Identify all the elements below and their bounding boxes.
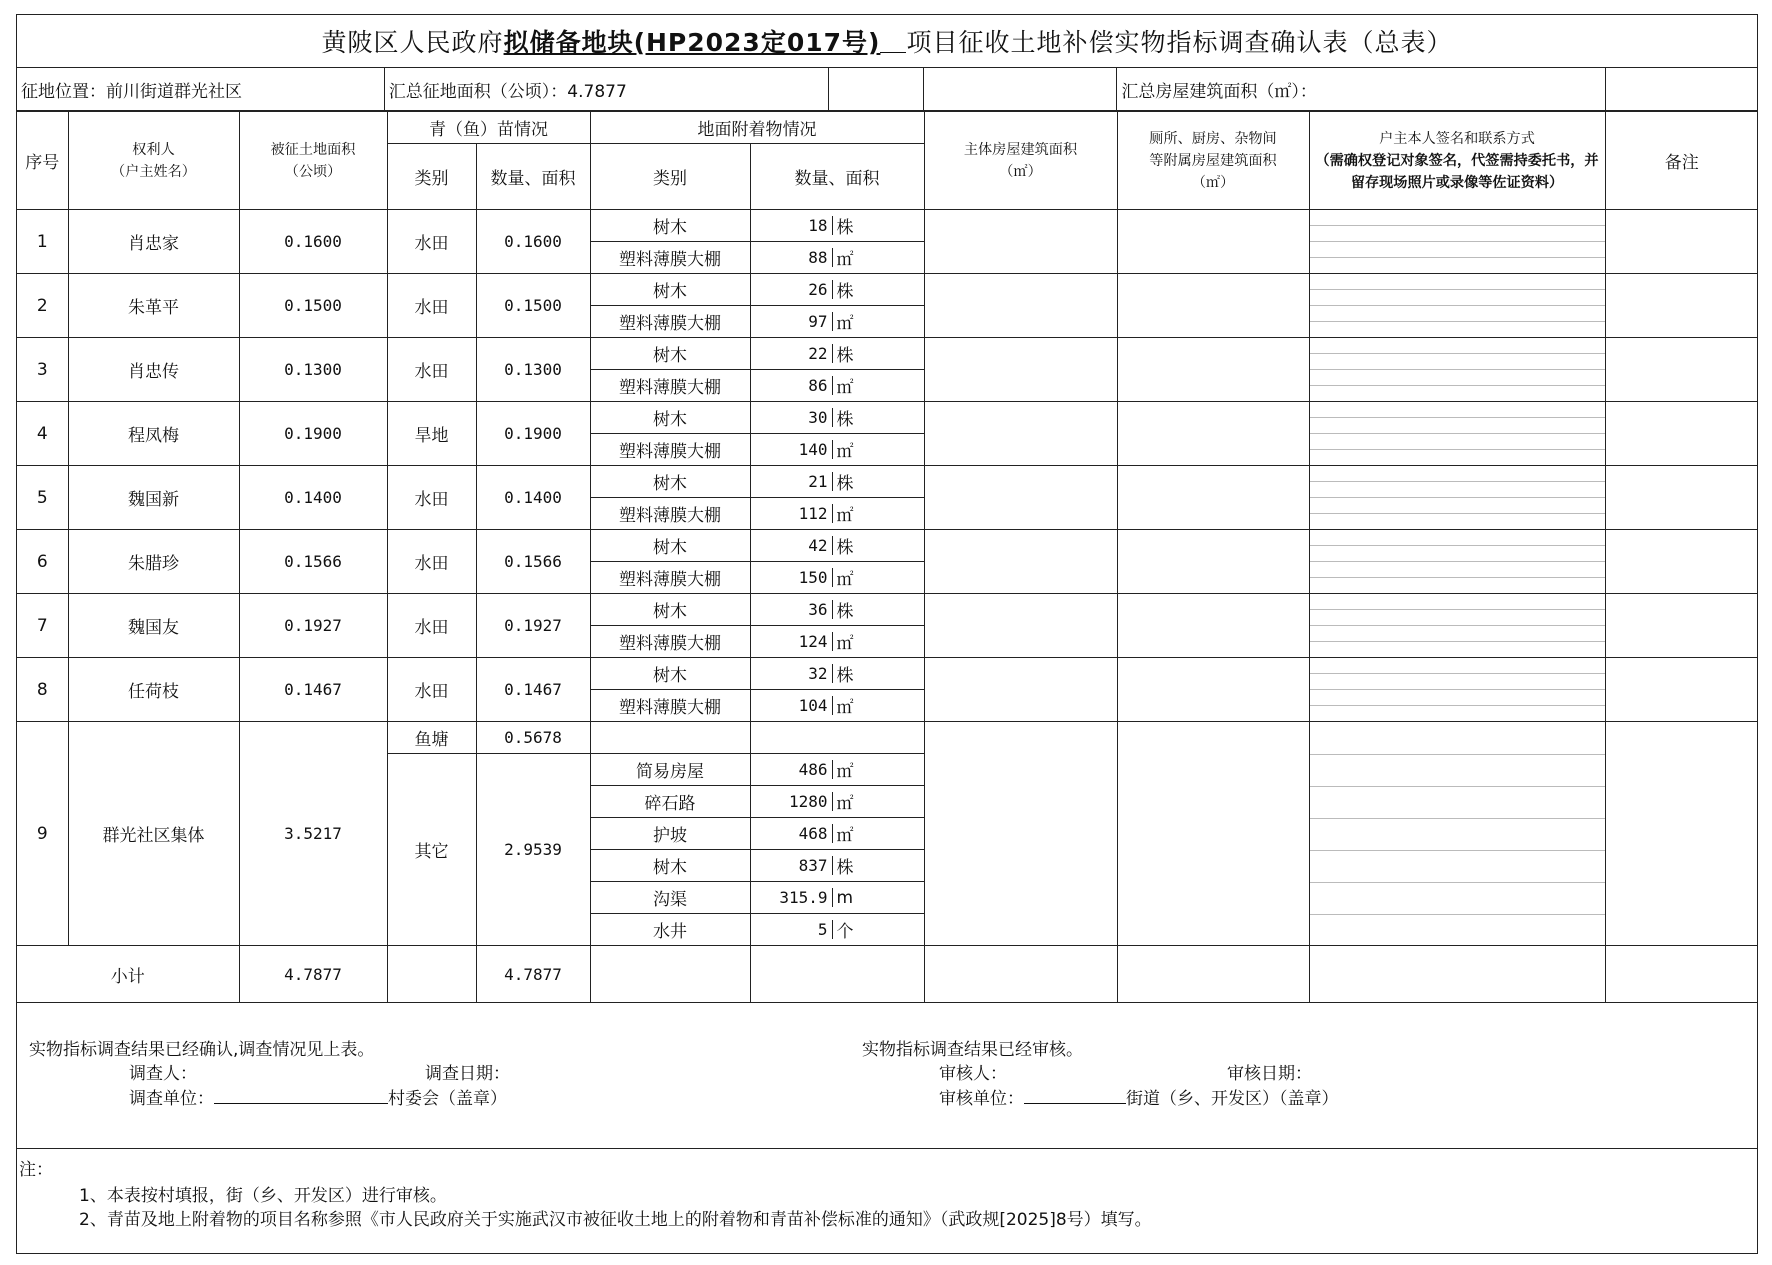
- attach-qty-empty: [750, 722, 924, 754]
- subtotal-land-area: 4.7877: [239, 946, 387, 1003]
- qty-unit: 株: [836, 602, 854, 622]
- row-land-area: 0.1900: [239, 402, 387, 466]
- review-unit-blank: [1024, 1087, 1126, 1104]
- row-seq: 6: [17, 530, 68, 594]
- attach-qty: [750, 466, 924, 498]
- other-type: 其它: [387, 754, 476, 946]
- header-signature-line1: 户主本人签名和联系方式: [1379, 130, 1535, 147]
- row-land-area: 0.1600: [239, 210, 387, 274]
- row-crop-type: 水田: [387, 210, 476, 274]
- qty-value: 468: [751, 824, 833, 843]
- review-date-label: 审核日期：: [1227, 1064, 1312, 1084]
- qty-value: 112: [751, 504, 833, 523]
- qty-unit: ㎡: [836, 698, 854, 718]
- qty-value: 140: [751, 440, 833, 459]
- title-suffix: 项目征收土地补偿实物指标调查确认表（总表）: [906, 28, 1453, 57]
- attach-type: 沟渠: [590, 882, 750, 914]
- row-crop-qty: 0.1500: [476, 274, 590, 338]
- signature-cell[interactable]: [1309, 722, 1605, 946]
- attach-type: 树木: [590, 466, 750, 498]
- qty-unit: ㎡: [836, 378, 854, 398]
- attach-qty: [750, 210, 924, 242]
- qty-unit: ㎡: [836, 250, 854, 270]
- attach-qty: [750, 690, 924, 722]
- main-house-cell: [924, 530, 1117, 594]
- row-owner-name: 魏国友: [68, 594, 239, 658]
- signature-cell[interactable]: [1309, 658, 1605, 722]
- note-2: 2、青苗及地上附着物的项目名称参照《市人民政府关于实施武汉市被征收土地上的附着物和青苗补偿标准的通知》（武政规[2025]8号）填写。: [79, 1210, 1152, 1230]
- aux-house-cell: [1117, 402, 1309, 466]
- notes-section: [17, 1149, 1757, 1249]
- row-seq: 2: [17, 274, 68, 338]
- header-aux-house: [1117, 112, 1309, 210]
- row-crop-qty: 0.1467: [476, 658, 590, 722]
- review-unit-label: 审核单位：: [939, 1089, 1024, 1109]
- signature-cell[interactable]: [1309, 338, 1605, 402]
- header-crop-type: 类别: [387, 144, 476, 210]
- row-land-area: 0.1927: [239, 594, 387, 658]
- qty-value: 86: [751, 376, 833, 395]
- subtotal-crop-qty: 4.7877: [476, 946, 590, 1003]
- main-house-cell: [924, 466, 1117, 530]
- qty-value: 1280: [751, 792, 833, 811]
- attach-type: 树木: [590, 658, 750, 690]
- attach-qty: [750, 242, 924, 274]
- attach-qty: [750, 402, 924, 434]
- header-owner-line2: （户主姓名）: [111, 163, 196, 180]
- table-row: [17, 530, 1758, 562]
- row-crop-qty: 0.1566: [476, 530, 590, 594]
- main-house-cell: [924, 594, 1117, 658]
- table-row: [17, 466, 1758, 498]
- signature-cell[interactable]: [1309, 402, 1605, 466]
- subtotal-label: 小计: [17, 946, 239, 1003]
- attach-qty: [750, 818, 924, 850]
- row-crop-type: 水田: [387, 594, 476, 658]
- other-qty: 2.9539: [476, 754, 590, 946]
- header-attach-qty: 数量、面积: [750, 144, 924, 210]
- remark-cell: [1605, 402, 1758, 466]
- qty-unit: 株: [836, 538, 854, 558]
- signature-cell[interactable]: [1309, 274, 1605, 338]
- qty-value: 486: [751, 760, 833, 779]
- row-crop-type: 水田: [387, 466, 476, 530]
- investigator-label: 调查人：: [129, 1064, 197, 1084]
- main-house-cell: [924, 338, 1117, 402]
- attach-qty: [750, 338, 924, 370]
- row-crop-qty: 0.1400: [476, 466, 590, 530]
- header-signature: [1309, 112, 1605, 210]
- document-title: [17, 15, 1757, 68]
- row-owner-name: 肖忠传: [68, 338, 239, 402]
- qty-unit: 株: [836, 218, 854, 238]
- row-land-area: 0.1500: [239, 274, 387, 338]
- row-owner-name: 朱革平: [68, 274, 239, 338]
- survey-unit-suffix: 村委会（盖章）: [388, 1089, 507, 1109]
- signature-cell[interactable]: [1309, 466, 1605, 530]
- table-row: [17, 402, 1758, 434]
- row-crop-qty: 0.1900: [476, 402, 590, 466]
- attach-type: 树木: [590, 530, 750, 562]
- subtotal-row: [17, 946, 1758, 1003]
- row-seq: 4: [17, 402, 68, 466]
- attach-type-empty: [590, 722, 750, 754]
- attach-type: 树木: [590, 402, 750, 434]
- subtotal-signature: [1309, 946, 1605, 1003]
- review-unit-suffix: 街道（乡、开发区）（盖章）: [1126, 1089, 1339, 1109]
- signature-cell[interactable]: [1309, 530, 1605, 594]
- qty-unit: 株: [836, 858, 854, 878]
- remark-cell: [1605, 338, 1758, 402]
- row-crop-qty: 0.1600: [476, 210, 590, 274]
- header-attach-type: 类别: [590, 144, 750, 210]
- row-seq: 7: [17, 594, 68, 658]
- info-row: [17, 68, 1757, 111]
- row-crop-qty: 0.1927: [476, 594, 590, 658]
- header-owner-line1: 权利人: [132, 141, 175, 158]
- row-crop-type: 水田: [387, 658, 476, 722]
- survey-table: [17, 111, 1758, 1003]
- subtotal-remark: [1605, 946, 1758, 1003]
- main-house-cell: [924, 274, 1117, 338]
- qty-unit: m: [836, 887, 854, 908]
- header-main-house: [924, 112, 1117, 210]
- main-house-cell: [924, 402, 1117, 466]
- subtotal-attach-qty: [750, 946, 924, 1003]
- header-land-area-line2: （公顷）: [284, 163, 342, 180]
- qty-value: 104: [751, 696, 833, 715]
- row-land-area: 0.1566: [239, 530, 387, 594]
- main-house-cell: [924, 210, 1117, 274]
- remark-cell: [1605, 274, 1758, 338]
- attach-qty: [750, 530, 924, 562]
- qty-value: 150: [751, 568, 833, 587]
- attach-type: 树木: [590, 210, 750, 242]
- subtotal-attach-type: [590, 946, 750, 1003]
- land-location: 征地位置：前川街道群光社区: [17, 68, 385, 110]
- qty-value: 315.9: [751, 888, 833, 907]
- qty-value: 36: [751, 600, 833, 619]
- table-row: [17, 274, 1758, 306]
- attach-qty: [750, 882, 924, 914]
- qty-value: 5: [751, 920, 833, 939]
- qty-unit: ㎡: [836, 314, 854, 334]
- title-prefix: 黄陂区人民政府: [321, 28, 504, 57]
- survey-unit-label: 调查单位：: [129, 1089, 214, 1109]
- survey-sheet: [16, 14, 1758, 1254]
- attach-qty: [750, 914, 924, 946]
- qty-value: 18: [751, 216, 833, 235]
- row-owner-name: 程凤梅: [68, 402, 239, 466]
- row-crop-type: 水田: [387, 338, 476, 402]
- row-land-area: 0.1400: [239, 466, 387, 530]
- aux-house-cell: [1117, 658, 1309, 722]
- signature-cell[interactable]: [1309, 594, 1605, 658]
- survey-unit-blank: [214, 1087, 388, 1104]
- header-aux-house-line2: 等附属房屋建筑面积: [1149, 152, 1277, 169]
- header-land-area: [239, 112, 387, 210]
- qty-unit: ㎡: [836, 570, 854, 590]
- header-main-house-line2: （㎡）: [999, 163, 1042, 180]
- qty-value: 837: [751, 856, 833, 875]
- aux-house-cell: [1117, 274, 1309, 338]
- aux-house-cell: [1117, 722, 1309, 946]
- qty-value: 42: [751, 536, 833, 555]
- info-blank-2: [924, 68, 1117, 110]
- attach-type: 树木: [590, 274, 750, 306]
- attach-type: 树木: [590, 594, 750, 626]
- total-house-area: 汇总房屋建筑面积（㎡）：: [1117, 68, 1606, 110]
- row-seq: 9: [17, 722, 68, 946]
- table-row: [17, 594, 1758, 626]
- qty-unit: 株: [836, 474, 854, 494]
- attach-type: 简易房屋: [590, 754, 750, 786]
- survey-unit-line: [129, 1084, 507, 1109]
- attach-qty: [750, 594, 924, 626]
- attach-type: 塑料薄膜大棚: [590, 562, 750, 594]
- qty-unit: 株: [836, 346, 854, 366]
- remark-cell: [1605, 530, 1758, 594]
- attach-type: 树木: [590, 850, 750, 882]
- attach-type: 塑料薄膜大棚: [590, 626, 750, 658]
- info-blank-3: [1606, 68, 1757, 110]
- attach-type: 塑料薄膜大棚: [590, 306, 750, 338]
- attach-qty: [750, 274, 924, 306]
- attach-qty: [750, 850, 924, 882]
- remark-cell: [1605, 722, 1758, 946]
- row-seq: 5: [17, 466, 68, 530]
- qty-value: 124: [751, 632, 833, 651]
- qty-value: 30: [751, 408, 833, 427]
- row-owner-name: 朱腊珍: [68, 530, 239, 594]
- confirm-statement: 实物指标调查结果已经确认,调查情况见上表。: [29, 1040, 375, 1060]
- table-row: [17, 338, 1758, 370]
- attach-qty: [750, 306, 924, 338]
- confirmation-section: [17, 1003, 1757, 1149]
- header-crop: 青（鱼）苗情况: [387, 112, 590, 144]
- qty-value: 97: [751, 312, 833, 331]
- row-crop-type: 水田: [387, 274, 476, 338]
- review-unit-line: [939, 1084, 1339, 1109]
- attach-qty: [750, 786, 924, 818]
- qty-unit: ㎡: [836, 794, 854, 814]
- row-owner-name: 群光社区集体: [68, 722, 239, 946]
- row-crop-type: 旱地: [387, 402, 476, 466]
- table-row: [17, 210, 1758, 242]
- qty-unit: ㎡: [836, 826, 854, 846]
- header-land-area-line1: 被征土地面积: [270, 141, 356, 158]
- row-seq: 3: [17, 338, 68, 402]
- attach-type: 树木: [590, 338, 750, 370]
- info-blank-1: [829, 68, 925, 110]
- subtotal-aux-house: [1117, 946, 1309, 1003]
- main-house-cell: [924, 722, 1117, 946]
- aux-house-cell: [1117, 338, 1309, 402]
- title-block-id: 拟储备地块(HP2023定017号): [503, 28, 881, 57]
- attach-qty: [750, 754, 924, 786]
- qty-value: 21: [751, 472, 833, 491]
- aux-house-cell: [1117, 594, 1309, 658]
- qty-unit: ㎡: [836, 634, 854, 654]
- row-owner-name: 任荷枝: [68, 658, 239, 722]
- aux-house-cell: [1117, 466, 1309, 530]
- total-land-area: 汇总征地面积（公顷）：4.7877: [385, 68, 829, 110]
- pond-qty: 0.5678: [476, 722, 590, 754]
- attach-qty: [750, 434, 924, 466]
- attach-qty: [750, 370, 924, 402]
- qty-value: 32: [751, 664, 833, 683]
- title-underline-gap: [880, 30, 906, 53]
- row-crop-type: 水田: [387, 530, 476, 594]
- attach-type: 水井: [590, 914, 750, 946]
- note-1: 1、本表按村填报，街（乡、开发区）进行审核。: [79, 1186, 447, 1206]
- attach-type: 塑料薄膜大棚: [590, 690, 750, 722]
- table-row: [17, 658, 1758, 690]
- row-crop-qty: 0.1300: [476, 338, 590, 402]
- remark-cell: [1605, 594, 1758, 658]
- qty-unit: 株: [836, 282, 854, 302]
- qty-unit: ㎡: [836, 762, 854, 782]
- row-seq: 8: [17, 658, 68, 722]
- row-land-area: 0.1467: [239, 658, 387, 722]
- qty-unit: ㎡: [836, 506, 854, 526]
- header-attachments: 地面附着物情况: [590, 112, 924, 144]
- attach-type: 塑料薄膜大棚: [590, 434, 750, 466]
- header-aux-house-line1: 厕所、厨房、杂物间: [1149, 130, 1277, 147]
- remark-cell: [1605, 210, 1758, 274]
- header-signature-line2: （需确权登记对象签名，代签需持委托书，并留存现场照片或录像等佐证资料）: [1315, 152, 1599, 191]
- remark-cell: [1605, 658, 1758, 722]
- header-seq: 序号: [17, 112, 68, 210]
- row-seq: 1: [17, 210, 68, 274]
- review-statement: 实物指标调查结果已经审核。: [862, 1040, 1083, 1060]
- qty-unit: 株: [836, 410, 854, 430]
- header-aux-house-line3: （㎡）: [1191, 174, 1235, 191]
- attach-type: 碎石路: [590, 786, 750, 818]
- row-land-area: 0.1300: [239, 338, 387, 402]
- attach-type: 护坡: [590, 818, 750, 850]
- qty-value: 26: [751, 280, 833, 299]
- row-land-area: 3.5217: [239, 722, 387, 946]
- attach-type: 塑料薄膜大棚: [590, 242, 750, 274]
- reviewer-label: 审核人：: [939, 1064, 1007, 1084]
- remark-cell: [1605, 466, 1758, 530]
- header-remark: 备注: [1605, 112, 1758, 210]
- qty-unit: 个: [836, 922, 854, 942]
- attach-type: 塑料薄膜大棚: [590, 370, 750, 402]
- header-owner: [68, 112, 239, 210]
- qty-value: 22: [751, 344, 833, 363]
- row-owner-name: 魏国新: [68, 466, 239, 530]
- attach-qty: [750, 626, 924, 658]
- qty-value: 88: [751, 248, 833, 267]
- qty-unit: 株: [836, 666, 854, 686]
- header-main-house-line1: 主体房屋建筑面积: [963, 141, 1078, 158]
- row-owner-name: 肖忠家: [68, 210, 239, 274]
- notes-label: 注：: [19, 1160, 53, 1180]
- header-crop-qty: 数量、面积: [476, 144, 590, 210]
- attach-qty: [750, 562, 924, 594]
- pond-type: 鱼塘: [387, 722, 476, 754]
- qty-unit: ㎡: [836, 442, 854, 462]
- survey-date-label: 调查日期：: [425, 1064, 510, 1084]
- main-house-cell: [924, 658, 1117, 722]
- aux-house-cell: [1117, 210, 1309, 274]
- subtotal-crop-type: [387, 946, 476, 1003]
- attach-type: 塑料薄膜大棚: [590, 498, 750, 530]
- table-row: [17, 722, 1758, 754]
- attach-qty: [750, 658, 924, 690]
- signature-cell[interactable]: [1309, 210, 1605, 274]
- subtotal-main-house: [924, 946, 1117, 1003]
- attach-qty: [750, 498, 924, 530]
- aux-house-cell: [1117, 530, 1309, 594]
